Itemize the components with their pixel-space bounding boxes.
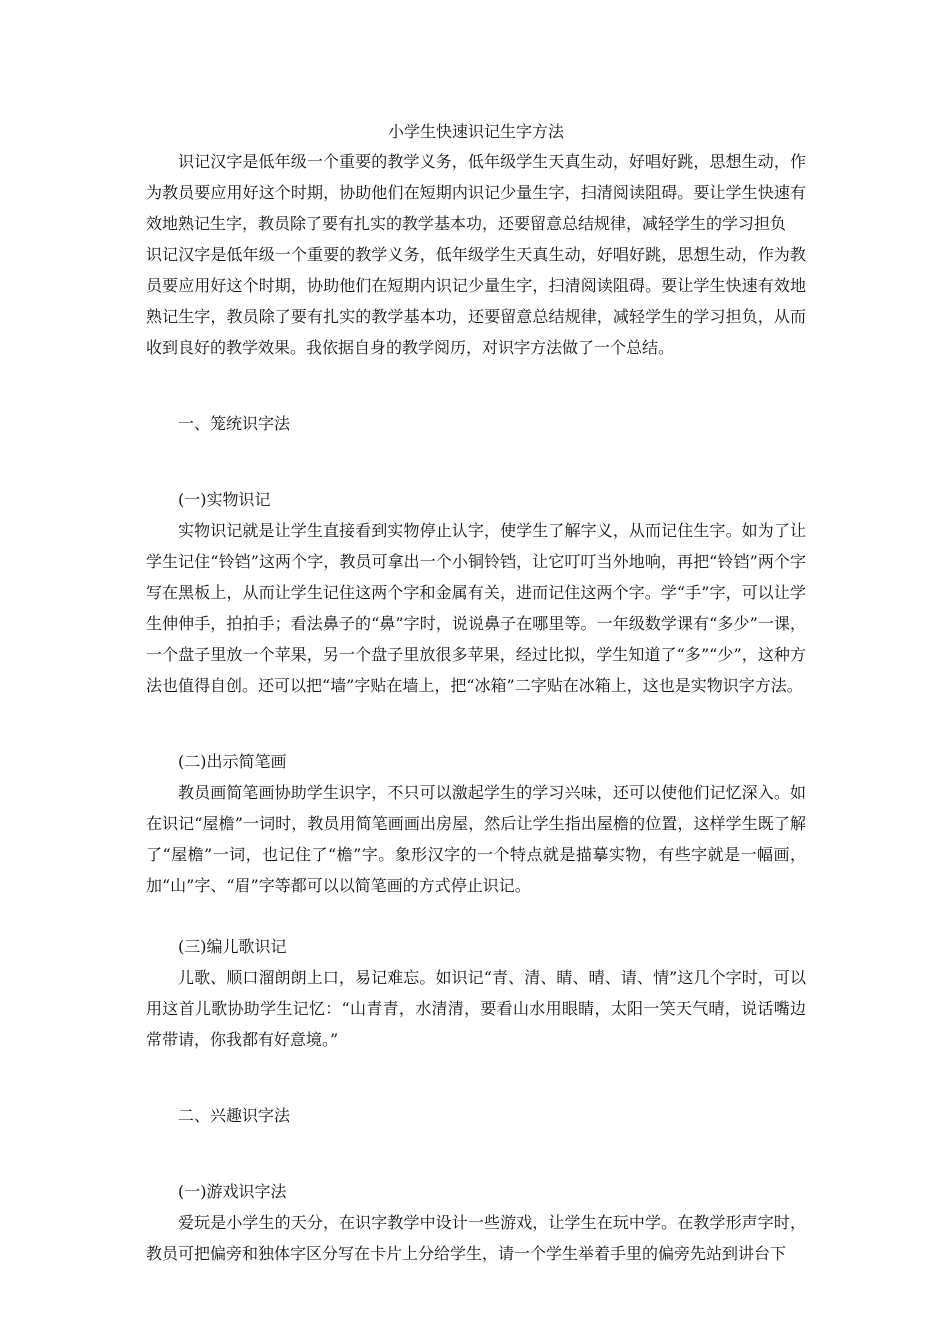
subsection-heading-2-1: (一)游戏识字法 — [178, 1182, 287, 1201]
subsection-heading-1-2: (二)出示简笔画 — [178, 752, 287, 771]
section-heading-2: 二、兴趣识字法 — [178, 1106, 291, 1125]
subsection-text-2-1: 爱玩是小学生的天分，在识字教学中设计一些游戏，让学生在玩中学。在教学形声字时，教员可把偏旁和独体字区分写在卡片上分给学生，请一个学生举着手里的偏旁先站到讲台下 — [146, 1213, 806, 1263]
subsection-text-1-3: 儿歌、顺口溜朗朗上口，易记难忘。如识记“青、清、睛、晴、请、情”这几个字时，可以用这首儿歌协助学生记忆：“山青青，水清清，要看山水用眼睛，太阳一笑天气晴，说话嘴边常带请，你我都有好意境。” — [146, 968, 806, 1049]
subsection-heading-1-1: (一)实物识记 — [178, 490, 271, 509]
subsection-text-1-2: 教员画简笔画协助学生识字，不只可以激起学生的学习兴味，还可以使他们记忆深入。如在识记“屋檐”一词时，教员用简笔画画出房屋，然后让学生指出屋檐的位置，这样学生既了解了“屋檐”一词，也记住了“檐”字。象形汉字的一个特点就是描摹实物，有些字就是一幅画，加“山”字、“眉”字等都可以以简笔画的方式停止识记。 — [146, 783, 806, 895]
intro-paragraph-1: 识记汉字是低年级一个重要的教学义务，低年级学生天真生动，好唱好跳，思想生动，作为教员要应用好这个时期，协助他们在短期内识记少量生字，扫清阅读阻碍。要让学生快速有效地熟记生字，教员除了要有扎实的教学基本功，还要留意总结规律，减轻学生的学习担负 — [146, 152, 806, 233]
intro-paragraph-2: 识记汉字是低年级一个重要的教学义务，低年级学生天真生动，好唱好跳，思想生动，作为教员要应用好这个时期，协助他们在短期内识记少量生字，扫清阅读阻碍。要让学生快速有效地熟记生字，教员除了要有扎实的教学基本功，还要留意总结规律，减轻学生的学习担负，从而收到良好的教学效果。我依据自身的教学阅历，对识字方法做了一个总结。 — [146, 245, 806, 357]
subsection-heading-1-3: (三)编儿歌识记 — [178, 937, 287, 956]
subsection-text-1-1: 实物识记就是让学生直接看到实物停止认字，使学生了解字义，从而记住生字。如为了让学生记住“铃铛”这两个字，教员可拿出一个小铜铃铛，让它叮叮当外地响，再把“铃铛”两个字写在黑板上，从而让学生记住这两个字和金属有关，进而记住这两个字。学“手”字，可以让学生伸伸手，拍拍手；看法鼻子的“鼻”字时，说说鼻子在哪里等。一年级数学课有“多少”一课，一个盘子里放一个苹果，另一个盘子里放很多苹果，经过比拟，学生知道了“多”“少”，这种方法也值得自创。还可以把“墙”字贴在墙上，把“冰箱”二字贴在冰箱上，这也是实物识字方法。 — [146, 521, 806, 695]
document-title: 小学生快速识记生字方法 — [387, 122, 564, 141]
document-page — [146, 120, 806, 1269]
section-heading-1: 一、笼统识字法 — [178, 414, 291, 433]
